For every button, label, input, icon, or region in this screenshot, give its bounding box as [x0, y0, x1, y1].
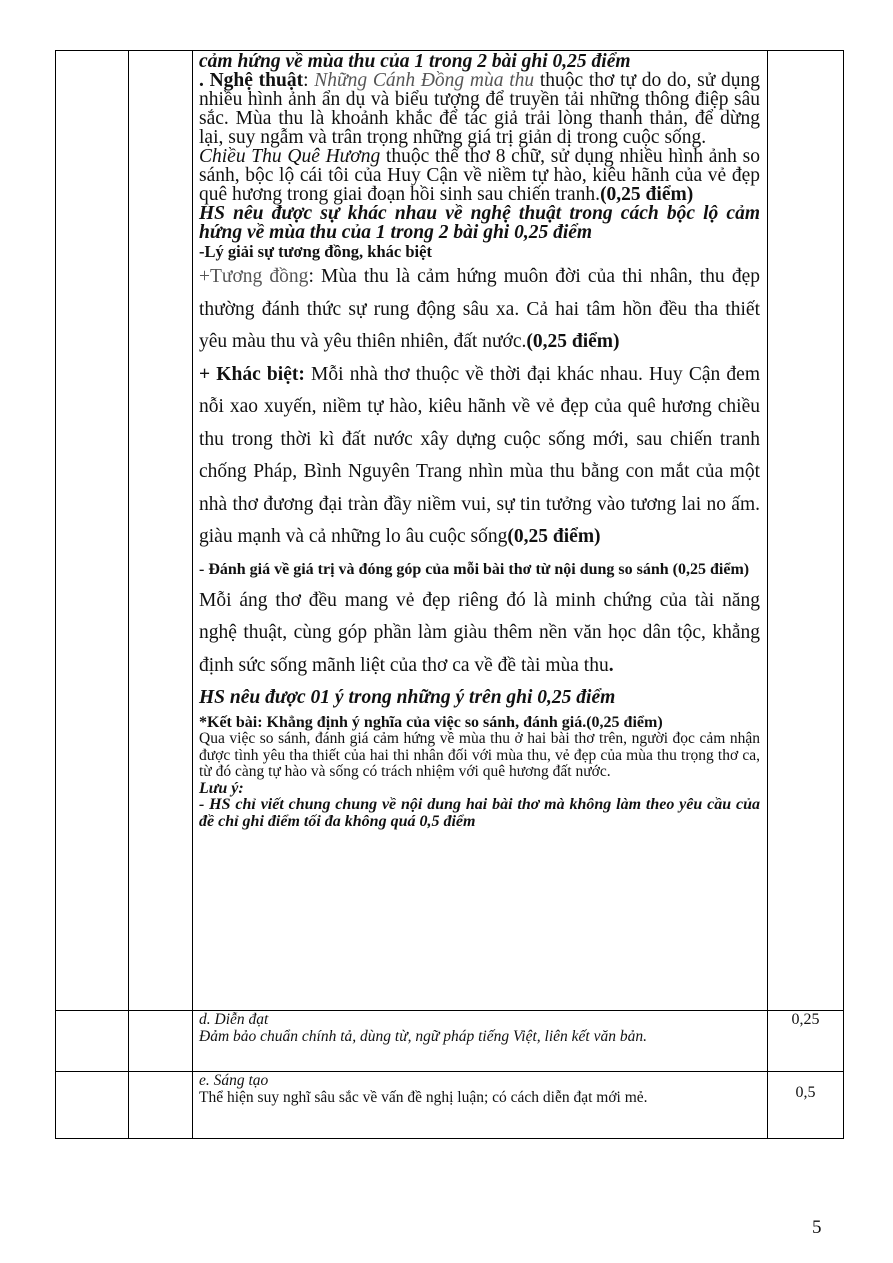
page-number: 5	[812, 1217, 822, 1238]
art-paragraph: Chiều Thu Quê Hương thuộc thể thơ 8 chữ, sử dụng nhiều hình ảnh so sánh, bộc lộ cái tôi của Huy Cận về niềm tự hào, kiêu hãnh của vẻ đẹp quê hương trong giai đoạn hồi sinh sau chiến tranh.(0,25 điểm)	[199, 146, 760, 205]
scoring-table	[55, 50, 844, 1139]
criterion-cell	[193, 1072, 768, 1139]
poem-title: Những Cánh Đồng mùa thu	[314, 70, 535, 91]
criterion-title: d. Diễn đạt	[199, 1011, 269, 1028]
art-paragraph: . Nghệ thuật: Những Cánh Đồng mùa thu thuộc thơ tự do do, sử dụng nhiều hình ảnh ẩn dụ và biểu tượng để truyền tải những thông điệp sâu sắc. Mùa thu là khoảnh khắc để tác giả trải lòng thanh thản, để dừng lại, suy ngẫm và trân trọng những giá trị giản dị trong cuộc sống.	[199, 70, 761, 148]
criterion-score: 0,5	[768, 1072, 844, 1139]
section-heading: - Đánh giá về giá trị và đóng góp của mỗi bài thơ từ nội dung so sánh (0,25 điểm)	[199, 560, 750, 578]
conclusion-heading: *Kết bài: Khẳng định ý nghĩa của việc so sánh, đánh giá.(0,25 điểm)	[199, 713, 663, 731]
note-heading: Lưu ý:	[199, 779, 244, 797]
question-cell	[56, 51, 129, 1011]
conclusion-paragraph: Qua việc so sánh, đánh giá cảm hứng về mùa thu ở hai bài thơ trên, người đọc cảm nhận được tình yêu tha thiết của hai thi nhân đối với mùa thu, vẻ đẹp của mùa thu trọng thơ ca, từ đó càng tự hào và sống có trách nhiệm với quê hương đất nước.	[199, 730, 760, 781]
criterion-text: Thể hiện suy nghĩ sâu sắc về vấn đề nghị luận; có cách diễn đạt mới mẻ.	[199, 1088, 648, 1106]
content-cell	[193, 51, 768, 1011]
section-heading: -Lý giải sự tương đồng, khác biệt	[199, 242, 432, 261]
scoring-note: HS nêu được 01 ý trong những ý trên ghi 0,25 điểm	[199, 687, 616, 708]
poem-title: Chiều Thu Quê Hương	[199, 146, 381, 167]
score-note: (0,25 điểm)	[507, 526, 601, 547]
evaluation-paragraph: Mỗi áng thơ đều mang vẻ đẹp riêng đó là minh chứng của tài năng nghệ thuật, cùng góp phần làm giàu thêm nền văn học dân tộc, khẳng định sức sống mãnh liệt của thơ ca về đề tài mùa thu.	[199, 589, 760, 676]
criterion-cell	[193, 1011, 768, 1072]
criterion-text: Đảm bảo chuẩn chính tả, dùng từ, ngữ pháp tiếng Việt, liên kết văn bản.	[199, 1027, 647, 1045]
table-row	[56, 1011, 844, 1072]
score-note: (0,25 điểm)	[600, 184, 694, 205]
score-note: (0,25 điểm)	[526, 331, 620, 352]
table-row	[56, 1072, 844, 1139]
similarity-paragraph: +Tương đồng: Mùa thu là cảm hứng muôn đời của thi nhân, thu đẹp thường đánh thức sự rung động sâu xa. Cả hai tâm hồn đều tha thiết yêu màu thu và yêu thiên nhiên, đất nước.(0,25 điểm)	[199, 266, 760, 352]
criterion-score: 0,25	[768, 1011, 844, 1072]
score-cell	[768, 51, 844, 1011]
difference-paragraph: + Khác biệt: Mỗi nhà thơ thuộc về thời đại khác nhau. Huy Cận đem nỗi xao xuyến, niềm tự hào, kiêu hãnh về vẻ đẹp của quê hương chiều thu trong thời kì đất nước xây dựng cuộc sống mới, sau chiến tranh chống Pháp, Bình Nguyên Trang nhìn mùa thu bằng con mắt của một nhà thơ đương đại tràn đầy niềm vui, sự tin tưởng vào tương lai no ấm. giàu mạnh và cả những lo âu cuộc sống(0,25 điểm)	[199, 363, 760, 547]
scoring-note: HS nêu được sự khác nhau về nghệ thuật trong cách bộc lộ cảm hứng về mùa thu của 1 trong 2 bài ghi 0,25 điểm	[199, 203, 760, 243]
scoring-note: cảm hứng về mùa thu của 1 trong 2 bài ghi 0,25 điểm	[199, 51, 631, 72]
note-text: - HS chỉ viết chung chung về nội dung hai bài thơ mà không làm theo yêu cầu của đề chỉ ghi điểm tối đa không quá 0,5 điểm	[199, 796, 760, 830]
part-cell	[129, 51, 193, 1011]
table-row	[56, 51, 844, 1011]
criterion-title: e. Sáng tạo	[199, 1072, 269, 1089]
